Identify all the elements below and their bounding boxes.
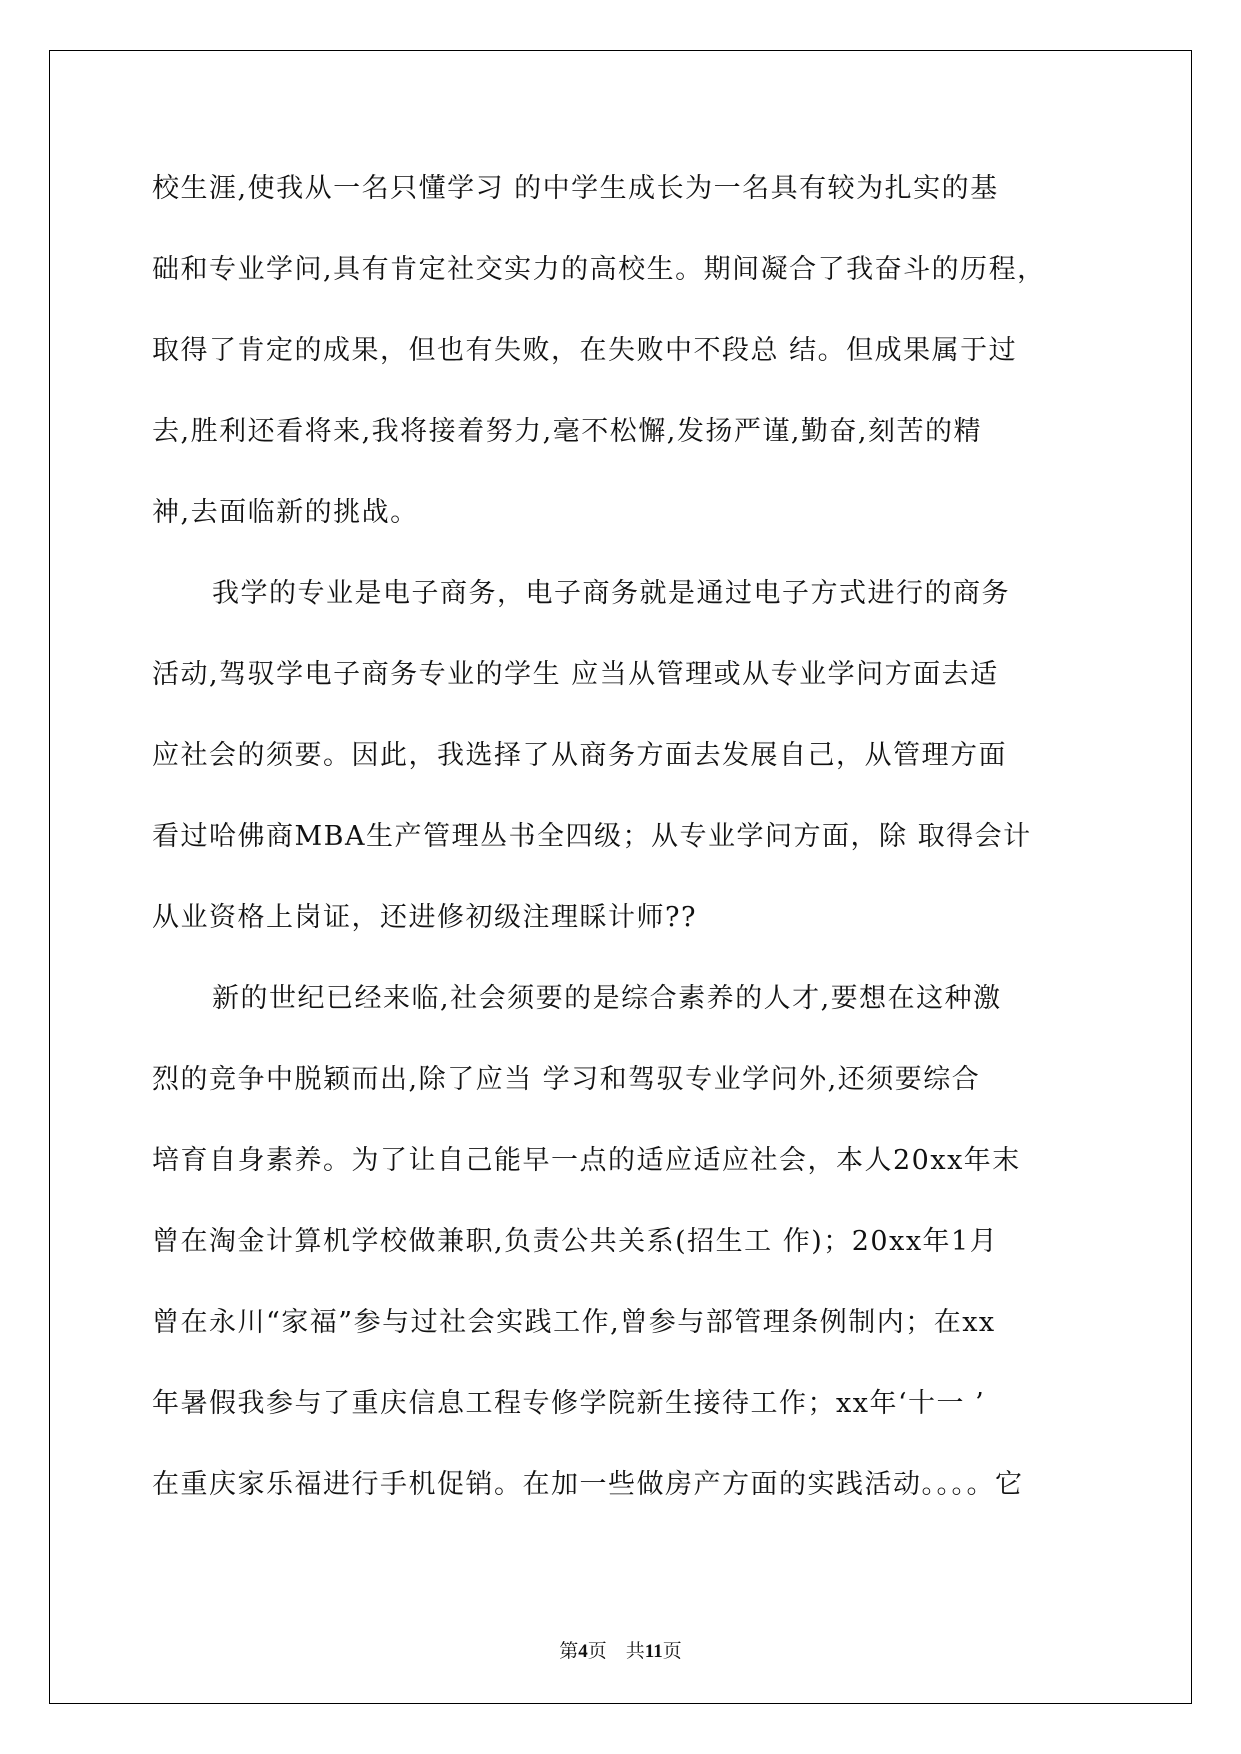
page-prefix: 第 (559, 1640, 579, 1662)
text-line: 应社会的须要。因此，我选择了从商务方面去发展自己，从管理方面 (152, 740, 1007, 771)
page-number: 4 (578, 1641, 588, 1662)
paragraph-start-line: 新的世纪已经来临,社会须要的是综合素养的人才,要想在这种激 (212, 983, 1002, 1014)
page-mid: 页 共 (587, 1640, 645, 1662)
page-total: 11 (644, 1641, 663, 1662)
text-line: 从业资格上岗证，还进修初级注理睬计师?? (152, 902, 697, 933)
text-line: 培育自身素养。为了让自己能早一点的适应适应社会，本人20xx年末 (152, 1145, 1021, 1176)
text-line: 取得了肯定的成果，但也有失败，在失败中不段总 结。但成果属于过 (152, 335, 1018, 366)
text-line: 烈的竞争中脱颖而出,除了应当 学习和驾驭专业学问外,还须要综合 (152, 1064, 981, 1095)
text-line: 年暑假我参与了重庆信息工程专修学院新生接待工作；xx年‘十一 ’ (152, 1388, 986, 1419)
text-line: 曾在淘金计算机学校做兼职,负责公共关系(招生工 作)；20xx年1月 (152, 1226, 999, 1257)
text-line: 神,去面临新的挑战。 (152, 497, 419, 528)
page-footer (0, 1636, 1241, 1663)
page-suffix: 页 (662, 1640, 682, 1662)
text-line: 校生涯,使我从一名只懂学习 的中学生成长为一名具有较为扎实的基 (152, 173, 999, 204)
text-line: 活动,驾驭学电子商务专业的学生 应当从管理或从专业学问方面去适 (152, 659, 999, 690)
text-line: 看过哈佛商MBA生产管理丛书全四级；从专业学问方面，除 取得会计 (152, 821, 1032, 852)
text-line: 础和专业学问,具有肯定社交实力的高校生。期间凝合了我奋斗的历程， (152, 254, 1046, 285)
paragraph-start-line: 我学的专业是电子商务，电子商务就是通过电子方式进行的商务 (212, 578, 1010, 609)
body-text (152, 166, 1142, 1543)
text-line: 曾在永川“家福”参与过社会实践工作,曾参与部管理条例制内；在xx (152, 1307, 996, 1338)
text-line: 在重庆家乐福进行手机促销。在加一些做房产方面的实践活动。。。。它 (152, 1469, 1024, 1500)
text-line: 去,胜利还看将来,我将接着努力,毫不松懈,发扬严谨,勤奋,刻苦的精 (152, 416, 982, 447)
